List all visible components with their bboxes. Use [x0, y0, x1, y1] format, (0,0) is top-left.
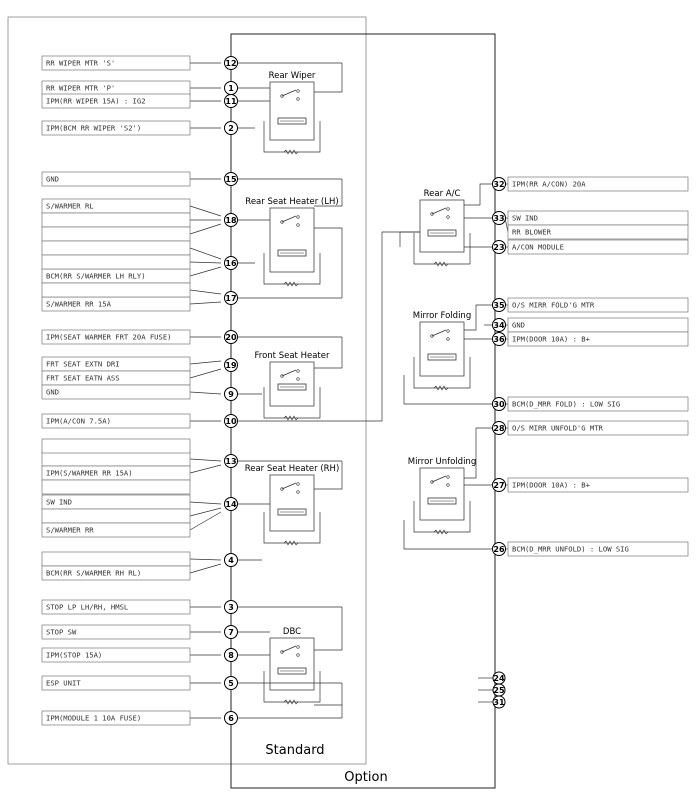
- connector-label-box: [42, 255, 190, 269]
- pin-number: 35: [493, 301, 505, 310]
- wire: [464, 428, 493, 478]
- pin-number: 20: [225, 333, 237, 342]
- connector-label-box: [42, 552, 190, 566]
- pin-number: 11: [225, 97, 237, 106]
- wire: [190, 392, 221, 394]
- connector-label: O/S MIRR FOLD'G MTR: [512, 300, 595, 310]
- pin-left-5: [225, 677, 238, 690]
- connector-label-box: [508, 318, 688, 332]
- wire: [190, 206, 221, 216]
- connector-label: A/CON MODULE: [512, 242, 564, 252]
- connector-label: O/S MIRR UNFOLD'G MTR: [512, 423, 603, 433]
- pin-left-2: [225, 122, 238, 135]
- pin-left-17: [225, 292, 238, 305]
- pin-right-26: [493, 543, 506, 556]
- pin-left-12: [225, 57, 238, 70]
- pin-number: 9: [228, 390, 234, 399]
- pin-right-27: [493, 479, 506, 492]
- connector-label: BCM(RR S/WARMER LH RLY): [46, 271, 146, 281]
- pin-number: 3: [228, 603, 234, 612]
- wire: [314, 228, 342, 298]
- pin-left-6: [225, 712, 238, 725]
- wire: [314, 607, 342, 650]
- connector-label-box: [42, 227, 190, 241]
- block-mirror_folding: [413, 311, 471, 390]
- block-title: Front Seat Heater: [254, 351, 330, 361]
- connector-label: IPM(MODULE 1 10A FUSE): [46, 713, 142, 723]
- pin-right-23: [493, 241, 506, 254]
- block-title: Rear Wiper: [268, 71, 316, 81]
- pin-left-3: [225, 601, 238, 614]
- wire: [190, 465, 221, 473]
- connector-label: ESP UNIT: [46, 678, 81, 688]
- connector-label-box: [42, 385, 190, 399]
- connector-label-box: [42, 172, 190, 186]
- wire: [190, 564, 221, 573]
- pin-number: 1: [228, 84, 234, 93]
- component-blocks: [245, 71, 477, 704]
- pin-number: 23: [493, 243, 505, 252]
- pin-left-7: [225, 626, 238, 639]
- pin-left-19: [225, 359, 238, 372]
- block-title: Rear Seat Heater (LH): [245, 197, 339, 207]
- wire: [190, 248, 221, 259]
- connector-label: FRT SEAT EATN ASS: [46, 373, 120, 383]
- pin-right-36: [493, 333, 506, 346]
- pin-number: 10: [225, 417, 237, 426]
- wires: [190, 63, 508, 718]
- pin-number: 30: [493, 400, 505, 409]
- pin-left-11: [225, 95, 238, 108]
- pin-number: 15: [225, 175, 237, 184]
- pin-right-35: [493, 299, 506, 312]
- connector-label: RR WIPER MTR 'P': [46, 83, 116, 93]
- pin-left-20: [225, 331, 238, 344]
- block-rear_wiper: [264, 71, 320, 154]
- wire: [404, 375, 476, 404]
- pin-right-34: [493, 319, 506, 332]
- pin-left-4: [225, 554, 238, 567]
- connector-label: SW IND: [512, 213, 538, 223]
- pin-number: 28: [493, 424, 505, 433]
- connector-label: FRT SEAT EXTN DRI: [46, 359, 120, 369]
- connector-label: S/WARMER RR 15A: [46, 299, 111, 309]
- pin-number: 32: [493, 180, 505, 189]
- standard-title: Standard: [265, 743, 325, 758]
- block-rear_seat_heater_lh: [245, 197, 338, 286]
- connector-label-box: [42, 283, 190, 297]
- option-frame: [231, 34, 495, 788]
- connector-label-box: [42, 509, 190, 523]
- block-mirror_unfolding: [408, 457, 476, 534]
- connector-label: IPM(RR WIPER 15A) : IG2: [46, 96, 146, 106]
- pin-right-30: [493, 398, 506, 411]
- pin-number: 36: [493, 335, 505, 344]
- connector-label: S/WARMER RR: [46, 525, 94, 535]
- wire: [190, 559, 221, 560]
- connector-label-boxes: [42, 56, 688, 725]
- wire: [400, 232, 420, 247]
- connector-label: STOP SW: [46, 627, 77, 637]
- connector-label: BCM(D_MRR UNFOLD) : LOW SIG: [512, 544, 629, 554]
- connector-label: IPM(SEAT WARMER FRT 20A FUSE): [46, 332, 172, 342]
- connector-label: S/WARMER RL: [46, 201, 94, 211]
- connector-label: IPM(DOOR 10A) : B+: [512, 480, 590, 490]
- connector-label: STOP LP LH/RH, HMSL: [46, 602, 129, 612]
- pin-number: 24: [493, 674, 505, 683]
- connector-label: RR WIPER MTR 'S': [46, 58, 116, 68]
- pin-number: 2: [228, 124, 234, 133]
- pin-right-32: [493, 178, 506, 191]
- block-title: Mirror Unfolding: [407, 457, 477, 467]
- connector-label-box: [42, 241, 190, 255]
- pin-number: 8: [228, 651, 234, 660]
- wire: [314, 63, 342, 92]
- pin-number: 25: [493, 686, 505, 695]
- block-title: DBC: [282, 627, 302, 637]
- block-rear_ac: [414, 189, 470, 266]
- connector-label-box: [42, 452, 190, 466]
- connector-label: GND: [46, 174, 59, 184]
- block-dbc: [264, 627, 320, 704]
- connector-pins: [225, 57, 506, 725]
- connector-label: BCM(D_MRR FOLD) : LOW SIG: [512, 399, 621, 409]
- pin-left-18: [225, 214, 238, 227]
- pin-number: 7: [228, 628, 234, 637]
- connector-label: IPM(DOOR 10A) : B+: [512, 334, 590, 344]
- block-front_seat_heater: [255, 351, 330, 420]
- option-title: Option: [344, 770, 388, 785]
- connector-label: IPM(RR A/CON) 20A: [512, 179, 586, 189]
- wire: [190, 224, 221, 234]
- connector-label: IPM(S/WARMER RR 15A): [46, 468, 133, 478]
- wire: [190, 369, 221, 378]
- pin-number: 16: [225, 259, 237, 268]
- pin-left-13: [225, 455, 238, 468]
- pin-number: 13: [225, 457, 237, 466]
- pin-number: 14: [225, 500, 237, 509]
- connector-label-box: [42, 213, 190, 227]
- wire: [190, 267, 221, 276]
- connector-label: IPM(BCM RR WIPER 'S2'): [46, 123, 142, 133]
- pin-left-16: [225, 257, 238, 270]
- block-title: Rear Seat Heater (RH): [244, 464, 340, 474]
- pin-right-33: [493, 212, 506, 225]
- pin-number: 33: [493, 214, 505, 223]
- pin-number: 26: [493, 545, 505, 554]
- pin-left-10: [225, 415, 238, 428]
- pin-number: 31: [493, 698, 505, 707]
- pin-number: 27: [493, 481, 505, 490]
- wire: [190, 290, 221, 294]
- block-rear_seat_heater_rh: [245, 464, 340, 545]
- wire: [342, 232, 420, 421]
- wire: [190, 361, 221, 364]
- connector-label: BCM(RR S/WARMER RH RL): [46, 568, 142, 578]
- wire: [190, 459, 221, 461]
- pin-right-25: [493, 684, 505, 696]
- pin-right-28: [493, 422, 506, 435]
- pin-left-8: [225, 649, 238, 662]
- pin-number: 4: [228, 556, 234, 565]
- connector-label: RR BLOWER: [512, 227, 551, 237]
- connector-label: IPM(STOP 15A): [46, 650, 103, 660]
- block-title: Mirror Folding: [412, 311, 472, 321]
- wire: [190, 502, 221, 504]
- connector-label: GND: [512, 320, 525, 330]
- connector-label: IPM(A/CON 7.5A): [46, 416, 111, 426]
- connector-label: SW IND: [46, 497, 72, 507]
- pin-number: 18: [225, 216, 237, 225]
- pin-left-1: [225, 82, 238, 95]
- block-title: Rear A/C: [423, 189, 461, 199]
- connector-label-box: [42, 439, 190, 453]
- pin-number: 12: [225, 59, 237, 68]
- pin-right-31: [493, 696, 505, 708]
- connector-label-box: [42, 480, 190, 494]
- pin-left-9: [225, 388, 238, 401]
- wire: [404, 520, 493, 549]
- connector-label: GND: [46, 387, 59, 397]
- pin-number: 5: [228, 679, 234, 688]
- pin-right-24: [493, 672, 505, 684]
- pin-number: 19: [225, 361, 237, 370]
- wire: [190, 262, 221, 263]
- pin-number: 34: [493, 321, 505, 330]
- wire: [464, 184, 493, 205]
- pin-number: 17: [225, 294, 237, 303]
- pin-number: 6: [228, 714, 234, 723]
- pin-left-14: [225, 498, 238, 511]
- wire: [190, 302, 221, 304]
- pin-left-15: [225, 173, 238, 186]
